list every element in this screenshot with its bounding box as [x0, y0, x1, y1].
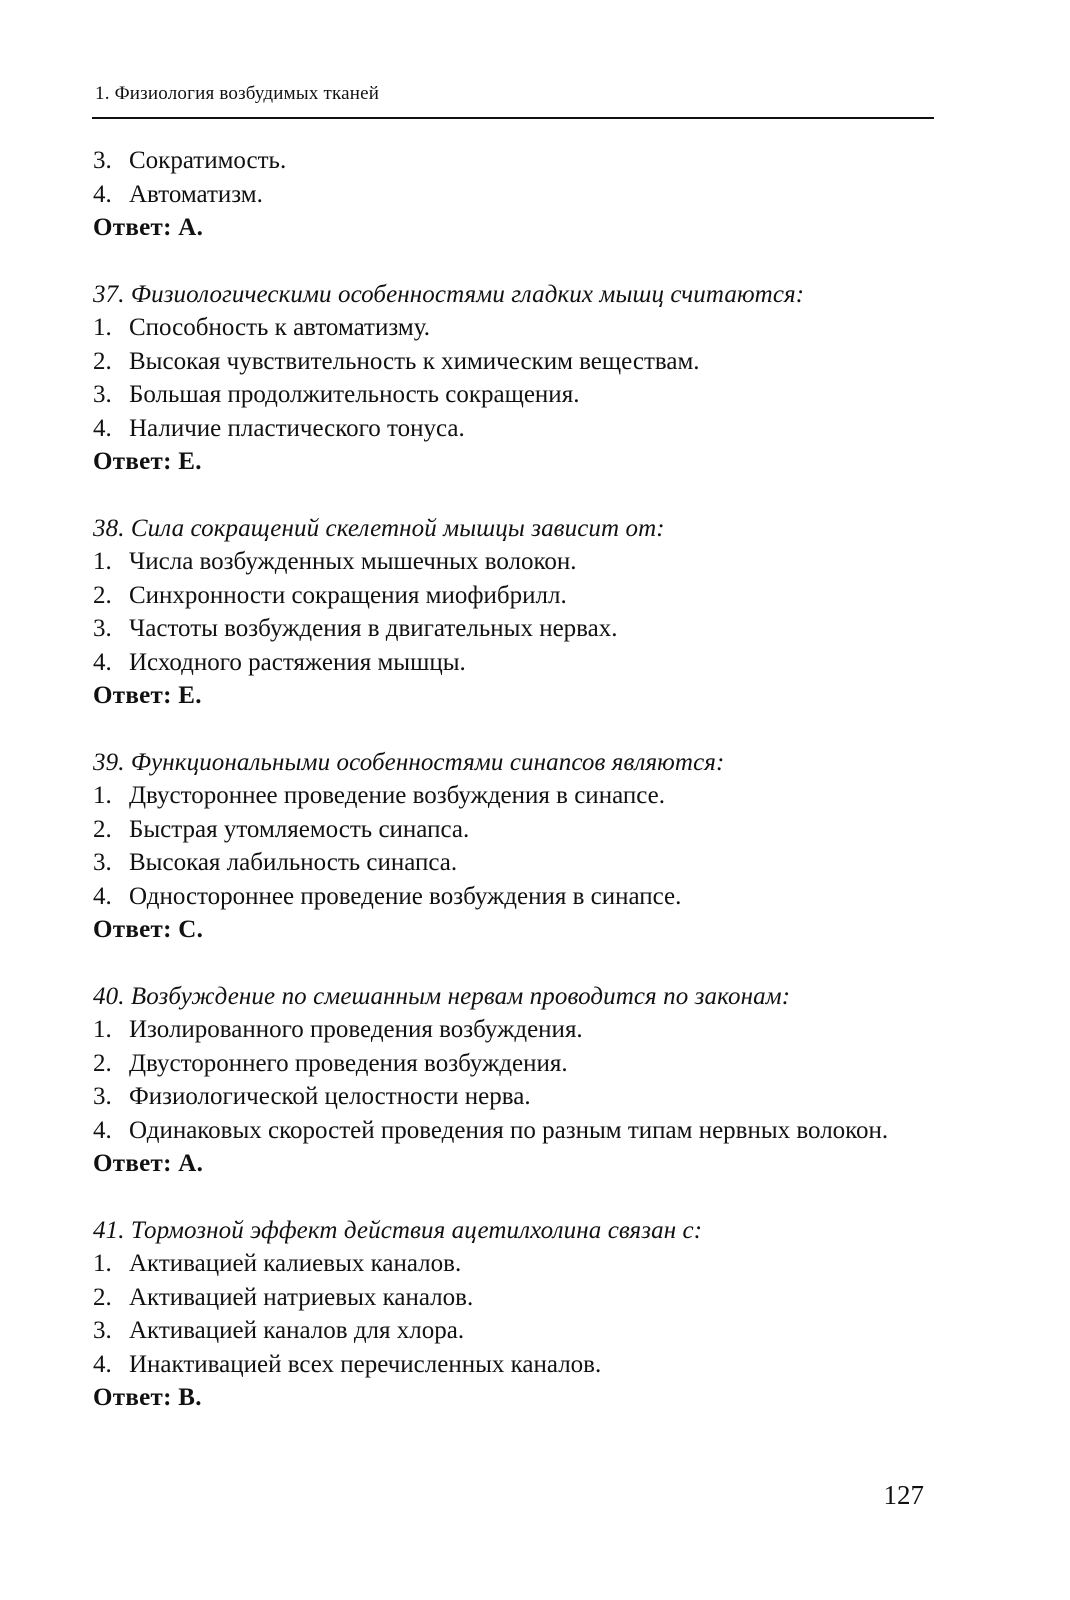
option-number: 2. — [93, 1049, 112, 1077]
option-item — [93, 779, 933, 813]
option-number: 4. — [93, 1350, 112, 1378]
question-text: 37. Физиологическими особенностями гладких мышц считаются: — [93, 280, 805, 308]
option-text: Синхронности сокращения миофибрилл. — [129, 581, 567, 609]
page-number: 127 — [883, 1480, 924, 1510]
option-number: 2. — [93, 347, 112, 375]
option-number: 3. — [93, 1317, 112, 1344]
question-text: 40. Возбуждение по смешанным нервам проводится по законам: — [93, 982, 791, 1010]
option-item — [93, 412, 933, 446]
answer-line: Ответ: С. — [93, 916, 204, 943]
option-number: 1. — [93, 314, 112, 341]
question-text: 41. Тормозной эффект действия ацетилхолина связан с: — [93, 1216, 703, 1244]
question-continuation — [93, 144, 933, 245]
option-number: 3. — [93, 147, 112, 174]
option-number: 2. — [93, 1283, 112, 1311]
option-number: 2. — [93, 815, 112, 843]
question-block-40 — [93, 980, 933, 1181]
option-text: Быстрая утомляемость синапса. — [129, 815, 470, 843]
option-text: Изолированного проведения возбуждения. — [129, 1016, 583, 1043]
option-item — [93, 880, 933, 914]
option-item — [93, 1114, 933, 1148]
option-item — [93, 378, 933, 412]
option-number: 1. — [93, 1250, 112, 1277]
question-block-41 — [93, 1214, 933, 1415]
answer-line: Ответ: Е. — [93, 448, 202, 475]
answer-line: Ответ: А. — [93, 1150, 204, 1177]
option-item — [93, 1247, 933, 1281]
option-number: 3. — [93, 615, 112, 642]
option-number: 1. — [93, 548, 112, 575]
option-number: 4. — [93, 180, 112, 208]
question-block-39 — [93, 746, 933, 947]
option-text: Двустороннее проведение возбуждения в синапсе. — [129, 782, 665, 809]
option-item — [93, 1080, 933, 1114]
option-item — [93, 1047, 933, 1081]
question-text: 39. Функциональными особенностями синапсов являются: — [93, 748, 725, 776]
question-block-38 — [93, 512, 933, 713]
option-text: Сократимость. — [129, 147, 287, 174]
option-item — [93, 1281, 933, 1315]
option-text: Инактивацией всех перечисленных каналов. — [129, 1350, 602, 1378]
option-text: Одностороннее проведение возбуждения в синапсе. — [129, 882, 682, 910]
option-text: Автоматизм. — [129, 180, 263, 208]
option-number: 4. — [93, 648, 112, 676]
option-text: Большая продолжительность сокращения. — [129, 381, 580, 408]
option-number: 4. — [93, 882, 112, 910]
page-content — [93, 144, 933, 1415]
answer-line: Ответ: Е. — [93, 682, 202, 709]
option-item — [93, 612, 933, 646]
option-text: Частоты возбуждения в двигательных нервах. — [129, 615, 618, 642]
question-text: 38. Сила сокращений скелетной мышцы зависит от: — [93, 514, 665, 542]
answer-line: Ответ: А. — [93, 214, 204, 241]
option-item — [93, 545, 933, 579]
option-number: 3. — [93, 381, 112, 408]
answer-line: Ответ: В. — [93, 1384, 202, 1411]
option-text: Способность к автоматизму. — [129, 314, 430, 341]
option-text: Физиологической целостности нерва. — [129, 1083, 531, 1110]
option-number: 3. — [93, 849, 112, 876]
option-number: 4. — [93, 1116, 112, 1144]
option-text: Числа возбужденных мышечных волокон. — [129, 548, 577, 575]
option-number: 1. — [93, 782, 112, 809]
option-text: Двустороннего проведения возбуждения. — [129, 1049, 568, 1077]
option-text: Активацией калиевых каналов. — [129, 1250, 462, 1277]
option-item — [93, 178, 933, 212]
option-text: Одинаковых скоростей проведения по разным типам нервных волокон. — [129, 1116, 889, 1144]
option-number: 4. — [93, 414, 112, 442]
option-item — [93, 1348, 933, 1382]
header-rule — [92, 117, 934, 119]
option-number: 1. — [93, 1016, 112, 1043]
option-item — [93, 144, 933, 178]
option-text: Исходного растяжения мышцы. — [129, 648, 466, 676]
option-item — [93, 646, 933, 680]
option-item — [93, 345, 933, 379]
option-text: Активацией каналов для хлора. — [129, 1317, 465, 1344]
option-text: Активацией натриевых каналов. — [129, 1283, 474, 1311]
option-item — [93, 813, 933, 847]
option-item — [93, 846, 933, 880]
question-block-37 — [93, 278, 933, 479]
option-item — [93, 1314, 933, 1348]
option-text: Высокая лабильность синапса. — [129, 849, 458, 876]
option-item — [93, 1013, 933, 1047]
option-text: Высокая чувствительность к химическим веществам. — [129, 347, 700, 375]
running-title: 1. Физиология возбудимых тканей — [95, 83, 380, 104]
option-item — [93, 579, 933, 613]
option-item — [93, 311, 933, 345]
option-text: Наличие пластического тонуса. — [129, 414, 465, 442]
option-number: 2. — [93, 581, 112, 609]
option-number: 3. — [93, 1083, 112, 1110]
